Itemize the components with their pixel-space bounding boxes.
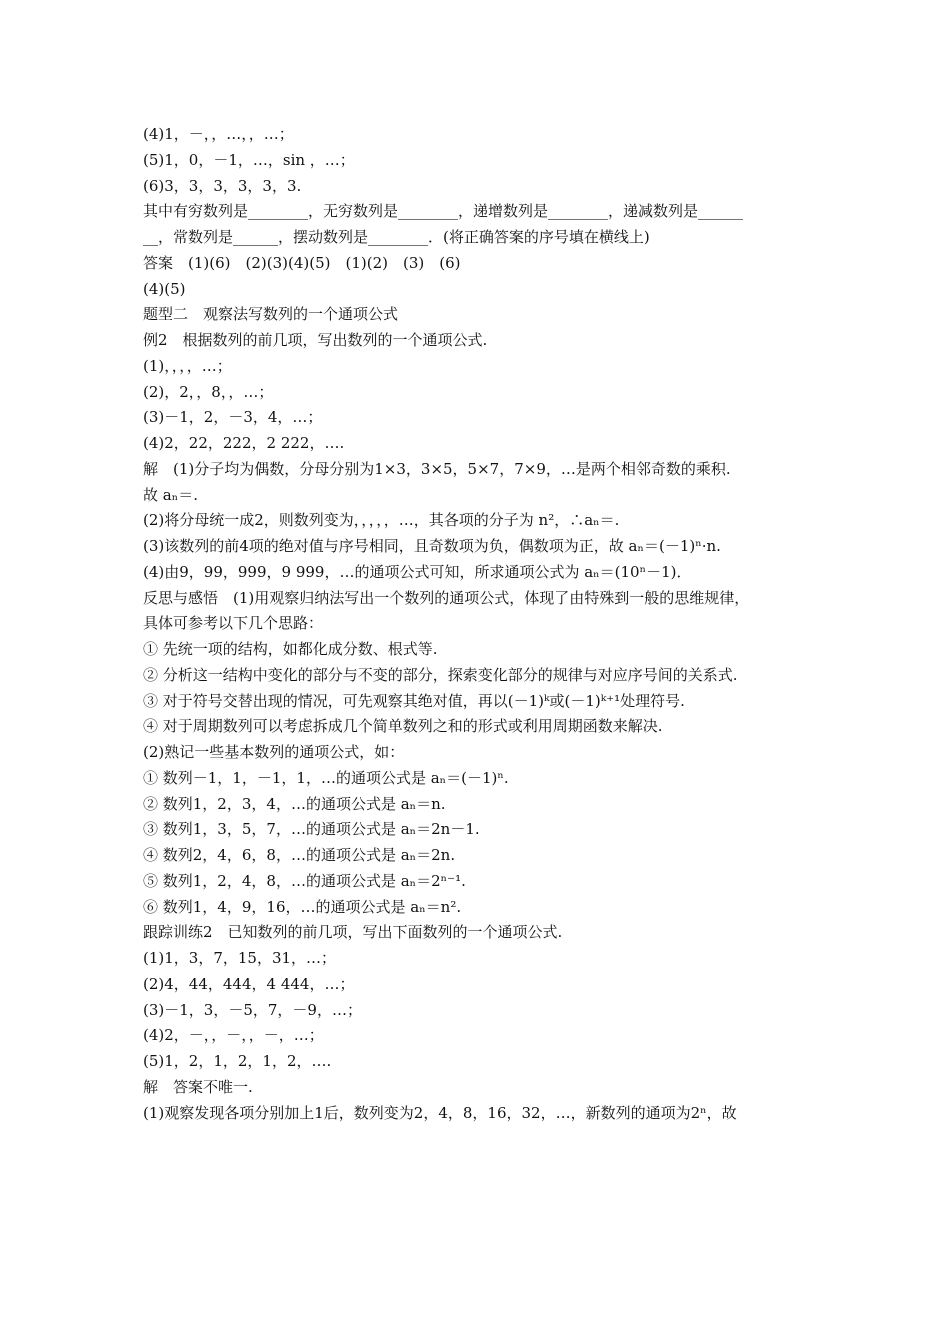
solution-line: 解 (1)分子均为偶数，分母分别为1×3，3×5，5×7，7×9，…是两个相邻奇数的乘积. [143, 459, 731, 478]
reflection-line: 反思与感悟 (1)用观察归纳法写出一个数列的通项公式，体现了由特殊到一般的思维规律， [143, 588, 750, 607]
list-item: ① 数列－1，1，－1，1，…的通项公式是 aₙ＝(－1)ⁿ. [143, 768, 509, 787]
list-item: ⑥ 数列1，4，9，16，…的通项公式是 aₙ＝n². [143, 897, 462, 916]
answer-line: (4)(5) [143, 279, 186, 298]
text-line: (5)1，2，1，2，1，2，…. [143, 1052, 332, 1070]
text-line: (4)2，－，，－，，－，…； [143, 1026, 324, 1045]
solution-line: (3)该数列的前4项的绝对值与序号相同，且奇数项为负，偶数项为正，故 aₙ＝(－1)ⁿ·n. [143, 537, 721, 555]
solution-line: (2)将分母统一成2，则数列变为，，，，，…，其各项的分子为 n²，∴aₙ＝. [143, 511, 620, 530]
list-item: ③ 对于符号交替出现的情况，可先观察其绝对值，再以(－1)ᵏ或(－1)ᵏ⁺¹处理符号. [143, 691, 685, 710]
text-line: (2)，2，，8，，…； [143, 382, 274, 401]
list-item: ③ 数列1，3，5，7，…的通项公式是 aₙ＝2n－1. [143, 820, 480, 839]
section-heading: 题型二 观察法写数列的一个通项公式 [143, 305, 399, 324]
solution-line: 故 aₙ＝. [143, 485, 198, 504]
list-item: ② 数列1，2，3，4，…的通项公式是 aₙ＝n. [143, 794, 446, 813]
text-line: (1)，，，，…； [143, 356, 232, 375]
question-line: __，常数列是______，摆动数列是________．(将正确答案的序号填在横线上) [143, 228, 650, 246]
text-line: (4)2，22，222，2 222，…. [143, 434, 345, 452]
document-body [143, 122, 823, 1126]
text-line: (2)熟记一些基本数列的通项公式，如： [143, 743, 405, 761]
text-line: (1)1，3，7，15，31，…； [143, 949, 337, 967]
solution-line: 解 答案不唯一. [143, 1077, 253, 1096]
reflection-line: 具体可参考以下几个思路： [143, 614, 324, 633]
list-item: ⑤ 数列1，2，4，8，…的通项公式是 aₙ＝2ⁿ⁻¹. [143, 871, 466, 890]
text-line: (6)3，3，3，3，3，3. [143, 176, 302, 195]
exercise-heading: 跟踪训练2 已知数列的前几项，写出下面数列的一个通项公式. [143, 923, 563, 942]
text-line: (2)4，44，444，4 444，…； [143, 974, 355, 993]
list-item: ② 分析这一结构中变化的部分与不变的部分，探索变化部分的规律与对应序号间的关系式. [143, 665, 738, 684]
answer-line: 答案 (1)(6) (2)(3)(4)(5) (1)(2) (3) (6) [143, 253, 461, 272]
solution-line: (4)由9，99，999，9 999，…的通项公式可知，所求通项公式为 aₙ＝(10ⁿ－1)． [143, 562, 692, 581]
solution-line: (1)观察发现各项分别加上1后，数列变为2，4，8，16，32，…，新数列的通项为2ⁿ，故 [143, 1103, 737, 1122]
list-item: ④ 数列2，4，6，8，…的通项公式是 aₙ＝2n. [143, 846, 456, 864]
list-item: ④ 对于周期数列可以考虑拆成几个简单数列之和的形式或利用周期函数来解决. [143, 717, 663, 736]
list-item: ① 先统一项的结构，如都化成分数、根式等. [143, 640, 438, 658]
text-line: (3)－1，2，－3，4，…； [143, 408, 323, 427]
text-line: (3)－1，3，－5，7，－9，…； [143, 1000, 362, 1019]
text-line: (5)1，0，－1，…，sin ，…； [143, 150, 355, 169]
example-heading: 例2 根据数列的前几项，写出数列的一个通项公式. [143, 331, 488, 349]
text-line: (4)1，－，，…，，…； [143, 125, 294, 143]
question-line: 其中有穷数列是________，无穷数列是________，递增数列是________，递减数列是______ [143, 202, 744, 221]
